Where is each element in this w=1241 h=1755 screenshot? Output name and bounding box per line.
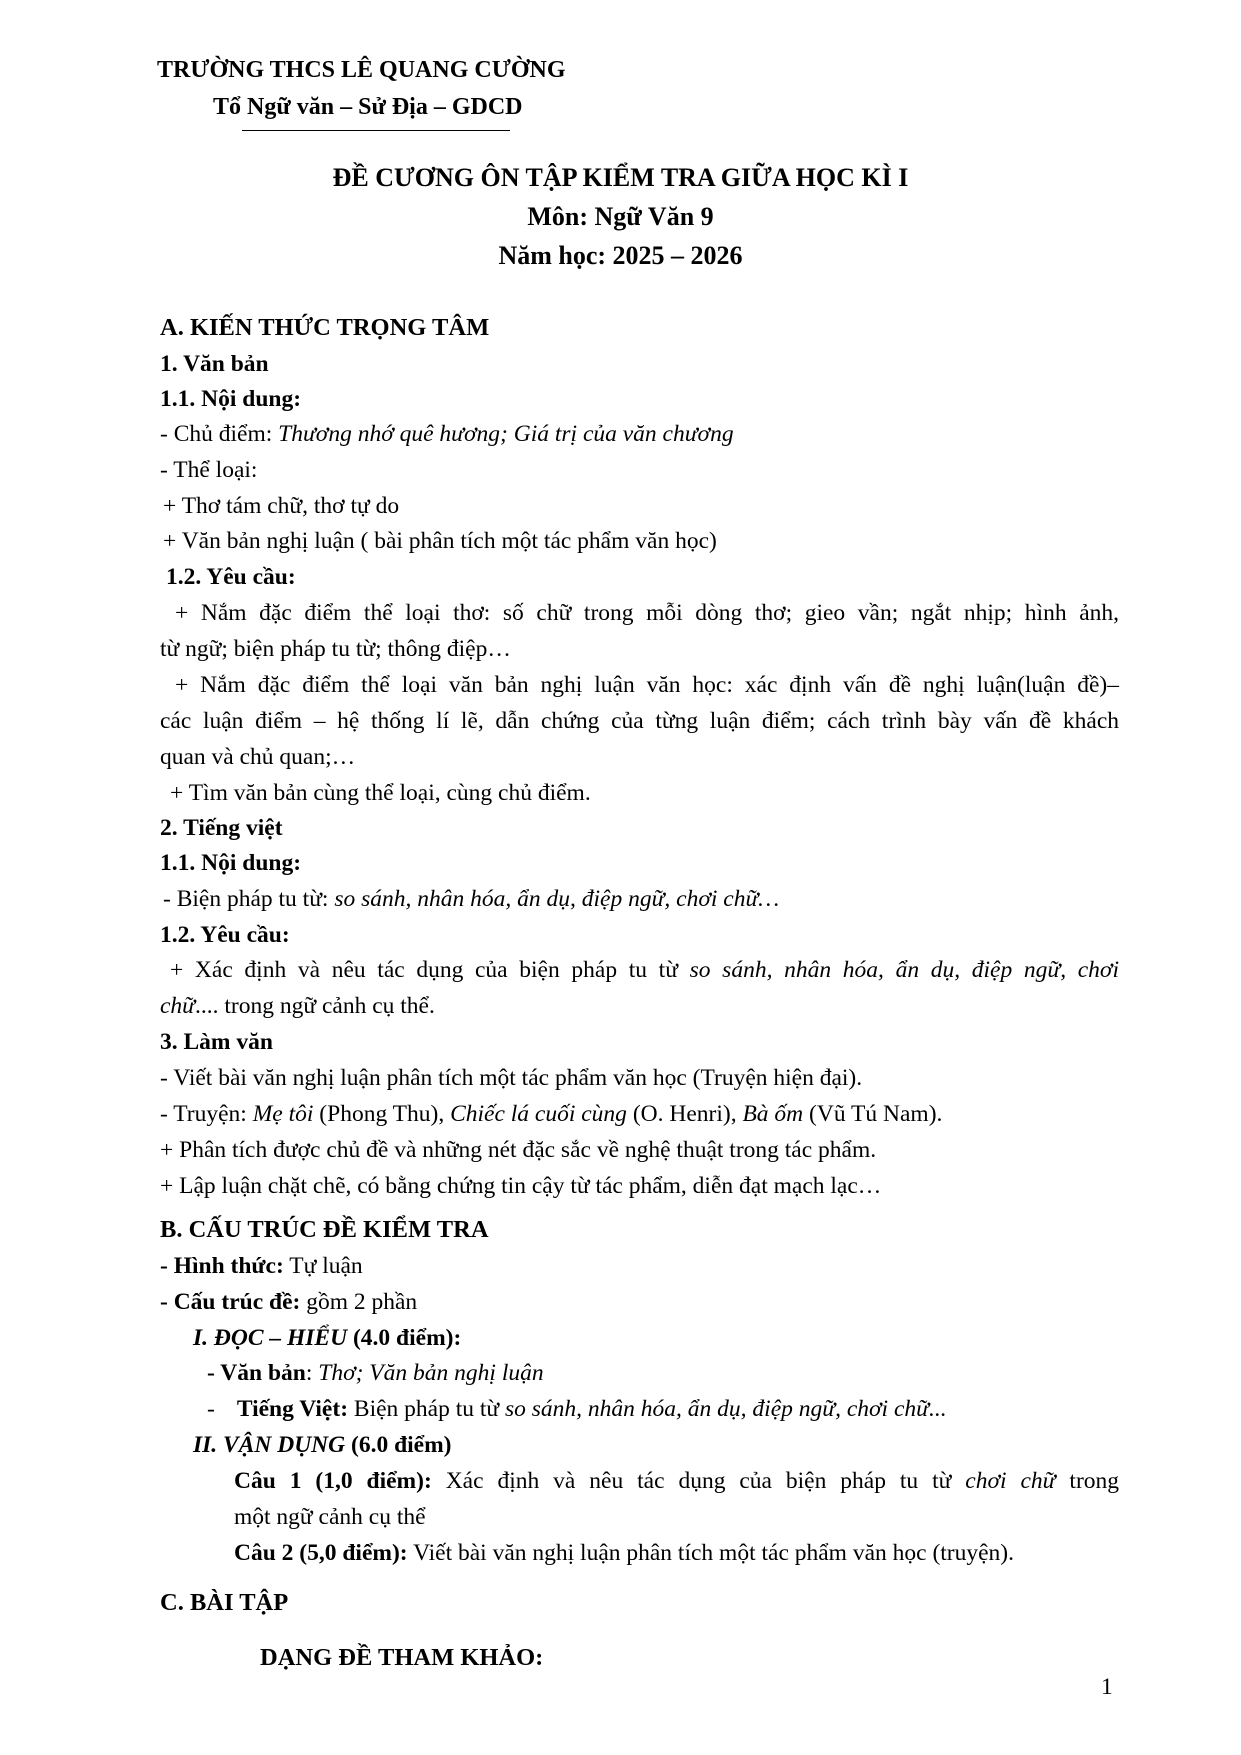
section-a1-heading: 1. Văn bản [160,351,269,377]
question-1-line-2: một ngữ cảnh cụ thể [234,1504,426,1530]
section-a12-heading: 1.2. Yêu cầu: [166,564,296,590]
part-2-heading: II. VẬN DỤNG (6.0 điểm) [193,1432,452,1458]
format-line: - Hình thức: Tự luận [160,1253,363,1279]
rhetorical-devices-line: - Biện pháp tu từ: so sánh, nhân hóa, ẩn dụ, điệp ngữ, chơi chữ… [163,886,780,912]
section-a2-heading: 2. Tiếng việt [160,815,283,841]
section-a11-heading: 1.1. Nội dung: [160,386,302,412]
section-a2-12-heading: 1.2. Yêu cầu: [160,922,290,948]
part-1-heading: I. ĐỌC – HIỂU (4.0 điểm): [193,1325,462,1351]
section-a-heading: A. KIẾN THỨC TRỌNG TÂM [160,314,490,341]
question-1-line-1: Câu 1 (1,0 điểm): Xác định và nêu tác dụng của biện pháp tu từ chơi chữ trong [234,1468,1120,1494]
requirement-2-line-3: quan và chủ quan;… [160,744,356,770]
theme-line: - Chủ điểm: Thương nhớ quê hương; Giá trị của văn chương [160,421,734,447]
requirement-1-line-1: + Nắm đặc điểm thể loại thơ: số chữ trong mỗi dòng thơ; gieo vần; ngắt nhịp; hình ảnh, [175,600,1119,626]
writing-stories-line: - Truyện: Mẹ tôi (Phong Thu), Chiếc lá cuối cùng (O. Henri), Bà ốm (Vũ Tú Nam). [160,1101,943,1127]
requirement-2-line-2: các luận điểm – hệ thống lí lẽ, dẫn chứng của từng luận điểm; cách trình bày vấn đề khách [160,708,1119,734]
part-1-vietnamese: - Tiếng Việt: Biện pháp tu từ so sánh, nhân hóa, ẩn dụ, điệp ngữ, chơi chữ... [207,1396,947,1422]
question-2-line: Câu 2 (5,0 điểm): Viết bài văn nghị luận phân tích một tác phẩm văn học (truyện). [234,1540,1015,1566]
section-c-subheading: DẠNG ĐỀ THAM KHẢO: [260,1644,544,1671]
writing-line-4: + Lập luận chặt chẽ, có bằng chứng tin cậy từ tác phẩm, diễn đạt mạch lạc… [160,1173,882,1199]
page-number: 1 [1101,1674,1113,1700]
school-name: TRƯỜNG THCS LÊ QUANG CƯỜNG [157,57,566,83]
section-a2-11-heading: 1.1. Nội dung: [160,850,302,876]
vietnamese-requirement-line-2: chữ.... trong ngữ cảnh cụ thể. [160,993,435,1019]
department-name: Tổ Ngữ văn – Sử Địa – GDCD [213,94,523,120]
requirement-2-line-1: + Nắm đặc điểm thể loại văn bản nghị luận văn học: xác định vấn đề nghị luận(luận đề)– [175,672,1119,698]
section-b-heading: B. CẤU TRÚC ĐỀ KIỂM TRA [160,1216,489,1243]
document-title: ĐỀ CƯƠNG ÔN TẬP KIỂM TRA GIỮA HỌC KÌ I [332,163,909,192]
requirement-1-line-2: từ ngữ; biện pháp tu từ; thông điệp… [160,636,511,662]
vietnamese-requirement-line-1: + Xác định và nêu tác dụng của biện pháp tu từ so sánh, nhân hóa, ẩn dụ, điệp ngữ, chơi [170,957,1119,983]
genre-item-2: + Văn bản nghị luận ( bài phân tích một tác phẩm văn học) [163,528,717,554]
subject-line: Môn: Ngữ Văn 9 [527,202,714,231]
part-1-text-type: - Văn bản: Thơ; Văn bản nghị luận [207,1360,544,1386]
requirement-3: + Tìm văn bản cùng thể loại, cùng chủ điểm. [170,780,591,806]
writing-line-3: + Phân tích được chủ đề và những nét đặc sắc về nghệ thuật trong tác phẩm. [160,1137,877,1163]
section-a3-heading: 3. Làm văn [160,1029,273,1055]
section-c-heading: C. BÀI TẬP [160,1589,289,1616]
school-year-line: Năm học: 2025 – 2026 [498,241,743,270]
structure-line: - Cấu trúc đề: gồm 2 phần [160,1289,418,1315]
genre-item-1: + Thơ tám chữ, thơ tự do [163,493,400,519]
genre-label: - Thể loại: [160,457,258,483]
header-underline [242,130,510,131]
writing-line-1: - Viết bài văn nghị luận phân tích một tác phẩm văn học (Truyện hiện đại). [160,1065,863,1091]
